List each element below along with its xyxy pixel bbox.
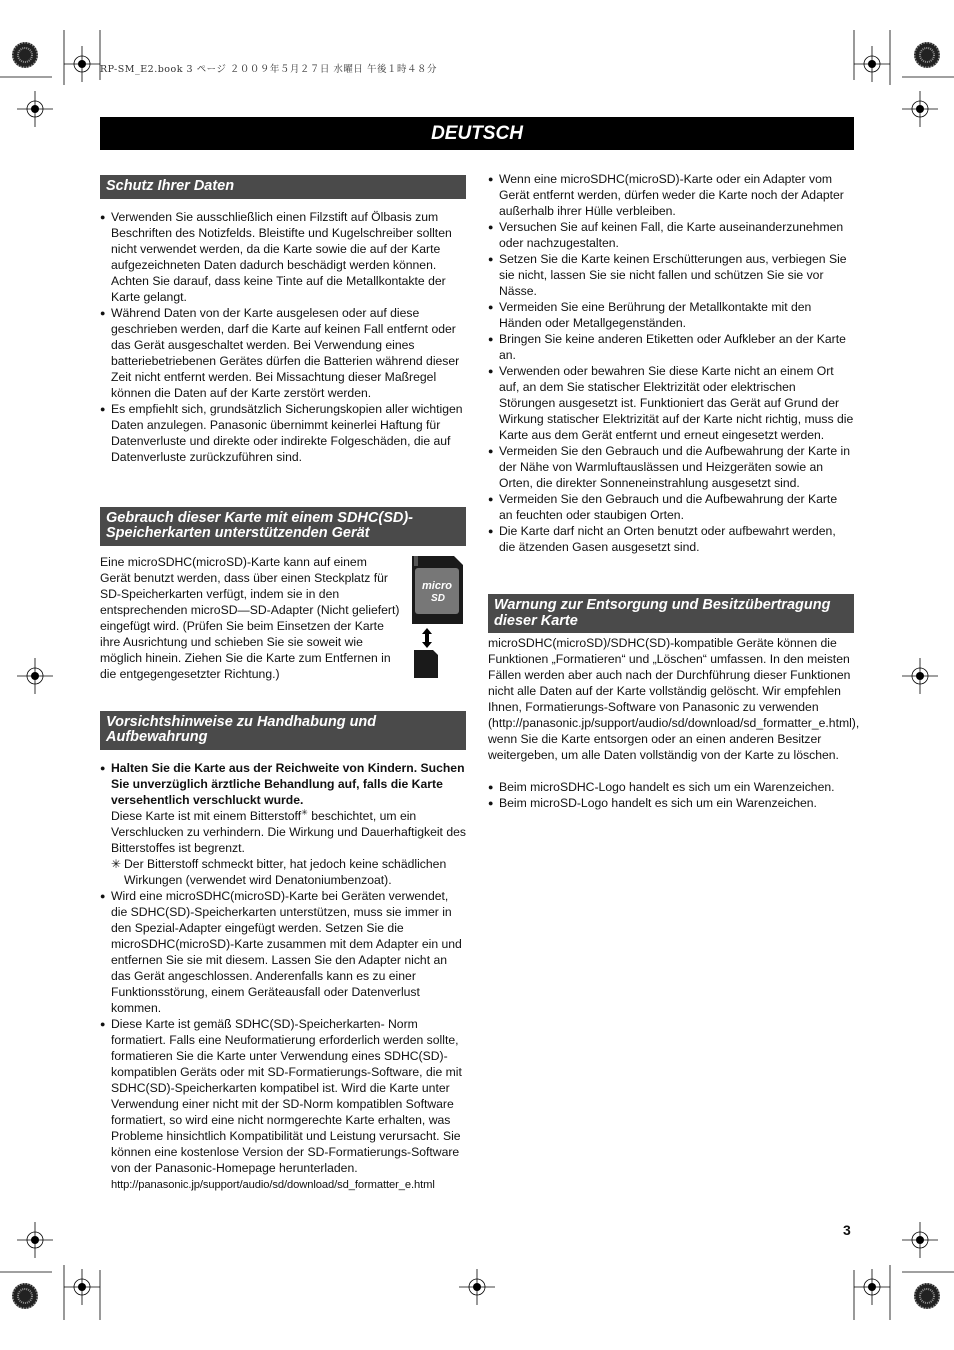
microsd-card-icon [414, 650, 438, 678]
bitterant-text-a: Diese Karte ist mit einem Bitterstoff [111, 808, 302, 823]
list-item: ● Vermeiden Sie den Gebrauch und die Aufbewahrung der Karte in der Nähe von Warmluftauslässen und Heizgeräten sowie an Orten, die direkter Sonneneinstrahlung ausgesetzt sind. [488, 443, 854, 491]
sdhc-usage-text: Eine microSDHC(microSD)-Karte kann auf einem Gerät benutzt werden, dass über einen Steckplatz für SD-Speicherkarten verfügt, indem sie in den entsprechenden microSD—SD-Adapter (Nicht geliefert) eingefügt wird. (Prüfen Sie beim Einsetzen der Karte ihre Ausrichtung und schieben Sie sie soweit wie möglich hinein. Ziehen Sie die Karte zum Entfernen in die entgegengesetzter Richtung.) [100, 554, 400, 681]
insert-arrow-icon [422, 628, 432, 648]
left-column [100, 175, 466, 1193]
page-number: 3 [843, 1222, 851, 1238]
print-header: RP-SM_E2.book 3 ページ ２００９年５月２７日 水曜日 午後１時４８分 [100, 64, 437, 75]
list-item: ● Verwenden oder bewahren Sie diese Karte nicht an einem Ort auf, an dem Sie statischer Elektrizität oder elektrischen Störungen ausgesetzt ist. Funktioniert das Gerät auf Grund der Wirkung statischer Elektrizität auf der Karte nicht richtig, muss die Karte aus dem Gerät entfernt und erneut eingesetzt werden. [488, 363, 854, 443]
footnote-text: Der Bitterstoff schmeckt bitter, hat jedoch keine schädlichen Wirkungen (verwendet wird Denatoniumbenzoat). [124, 856, 447, 887]
list-item: ● Die Karte darf nicht an Orten benutzt oder aufbewahrt werden, die ätzenden Gasen ausgesetzt sind. [488, 523, 854, 555]
trademark-list [488, 779, 854, 811]
handling-list [100, 760, 466, 1193]
footnote [111, 856, 466, 888]
list-item: ● Verwenden Sie ausschließlich einen Filzstift auf Ölbasis zum Beschriften des Notizfelds. Bleistifte und Kugelschreiber sollten nicht verwendet werden, da die Karte sowie die auf der Karte aufgezeichneten Daten dadurch beschädigt werden können. Achten Sie darauf, dass keine Tinte auf die Metallkontakte der Karte gelangt. [100, 209, 466, 305]
sd-adapter-illustration [400, 554, 466, 688]
section-heading-handling: Vorsichtshinweise zu Handhabung und Aufbewahrung [100, 711, 466, 750]
list-item: ● Wird eine microSDHC(microSD)-Karte bei Geräten verwendet, die SDHC(SD)-Speicherkarten unterstützen, muss sie immer in den Spezial-Adapter eingefügt werden. Setzen Sie die microSDHC(microSD)-Karte zusammen mit dem Adapter ein und entfernen Sie sie mit diesem. Lassen Sie den Adapter nicht an das Gerät angeschlossen. Anderenfalls kann es zu einer Funktionsstörung, einem Geräteausfall oder Datenverlust kommen. [100, 888, 466, 1016]
footnote-asterisk: ✳ [111, 856, 122, 871]
list-item: ● Während Daten von der Karte ausgelesen oder auf diese geschrieben werden, darf die Karte auf keinen Fall entfernt oder das Gerät ausgeschaltet werden. Bei Verwendung eines batteriebetriebenen Gerätes dürfen die Batterien während dieser Zeit nicht entfernt werden. Bei Missachtung dieser Maßregel können die Daten auf der Karte zerstört werden. [100, 305, 466, 401]
list-item: ● Bringen Sie keine anderen Etiketten oder Aufkleber an der Karte an. [488, 331, 854, 363]
handling-list-continued [488, 171, 854, 555]
list-item: ● Vermeiden Sie eine Berührung der Metallkontakte mit den Händen oder Metallgegenständen. [488, 299, 854, 331]
list-item: ● Es empfiehlt sich, grundsätzlich Sicherungskopien aller wichtigen Daten anzulegen. Panasonic übernimmt keinerlei Haftung für Datenverluste und direkte oder indirekte Folgeschäden, die auf Datenverluste zurückzuführen sind. [100, 401, 466, 465]
children-warning-bold: Halten Sie die Karte aus der Reichweite von Kindern. Suchen Sie unverzüglich ärztliche Behandlung auf, falls die Karte versehentlich verschluckt wurde. [111, 760, 465, 807]
list-item: ● Setzen Sie die Karte keinen Erschütterungen aus, verbiegen Sie sie nicht, lassen Sie sie nicht fallen und schützen Sie sie vor Nässe. [488, 251, 854, 299]
list-item: ● Versuchen Sie auf keinen Fall, die Karte auseinanderzunehmen oder nachzugestalten. [488, 219, 854, 251]
right-column [488, 171, 860, 811]
list-item: ● Vermeiden Sie den Gebrauch und die Aufbewahrung der Karte an feuchten oder staubigen Orten. [488, 491, 854, 523]
list-item: ● Wenn eine microSDHC(microSD)-Karte oder ein Adapter vom Gerät entfernt werden, dürfen weder die Karte noch der Adapter außerhalb ihrer Hülle verbleiben. [488, 171, 854, 219]
card-logo-bottom: SD [431, 592, 445, 604]
footnote-marker: ✳ [301, 807, 308, 817]
list-item-formatting [100, 1016, 466, 1193]
trademark-item: ● Beim microSDHC-Logo handelt es sich um ein Warenzeichen. [488, 779, 854, 795]
sd-card-adapter-icon [400, 554, 466, 684]
section-heading-data-protection: Schutz Ihrer Daten [100, 175, 466, 199]
language-banner: DEUTSCH [100, 117, 854, 150]
section-heading-disposal: Warnung zur Entsorgung und Besitzübertragung dieser Karte [488, 594, 854, 633]
sdhc-usage-block [100, 554, 466, 688]
disposal-text: microSDHC(microSD)/SDHC(SD)-kompatible Geräte können die Funktionen „Formatieren“ und „Löschen“ umfassen. In den meisten Fällen werden aber auch nach der Durchführung dieser Funktionen nicht alle Daten auf der Karte vollständig gelöscht. Wir empfehlen Ihnen, Formatierungs-Software von Panasonic zu verwenden (http://panasonic.jp/support/audio/sd/download/sd_formatter_e.html), wenn Sie die Karte entsorgen oder an einen anderen Besitzer weitergeben, um alle Daten vollständig von der Karte zu löschen. [488, 636, 860, 762]
trademark-item: ● Beim microSD-Logo handelt es sich um ein Warenzeichen. [488, 795, 854, 811]
formatting-text: Diese Karte ist gemäß SDHC(SD)-Speicherkarten- Norm formatiert. Falls eine Neuformatierung erforderlich werden sollte, formatieren Sie die Karte unter Verwendung eines SDHC(SD)-kompatiblen Geräts oder mit SD-Formatierungs-Software, die mit SDHC(SD)-Speicherkarten kompatibel ist. Wird die Karte unter Verwendung einer nicht mit der SD-Norm kompatiblen Software formatiert, so wird eine nicht normgerechte Karte erhalten, was Probleme hinsichtlich Kompatibilität und Leistung verursacht. Sie können eine kostenlose Version der SD-Formatierungs-Software von der Panasonic-Homepage herunterladen. [111, 1016, 462, 1175]
data-protection-list [100, 209, 466, 465]
formatter-url: http://panasonic.jp/support/audio/sd/download/sd_formatter_e.html [111, 1178, 435, 1191]
card-logo-top: micro [422, 579, 452, 592]
bitterant-text-b: beschichtet, um ein Verschlucken zu verhindern. Die Wirkung und Dauerhaftigkeit des Bitterstoffes ist begrenzt. [111, 808, 466, 855]
list-item-children-warning [100, 760, 466, 888]
section-heading-sdhc-usage: Gebrauch dieser Karte mit einem SDHC(SD)-Speicherkarten unterstützenden Gerät [100, 507, 466, 546]
